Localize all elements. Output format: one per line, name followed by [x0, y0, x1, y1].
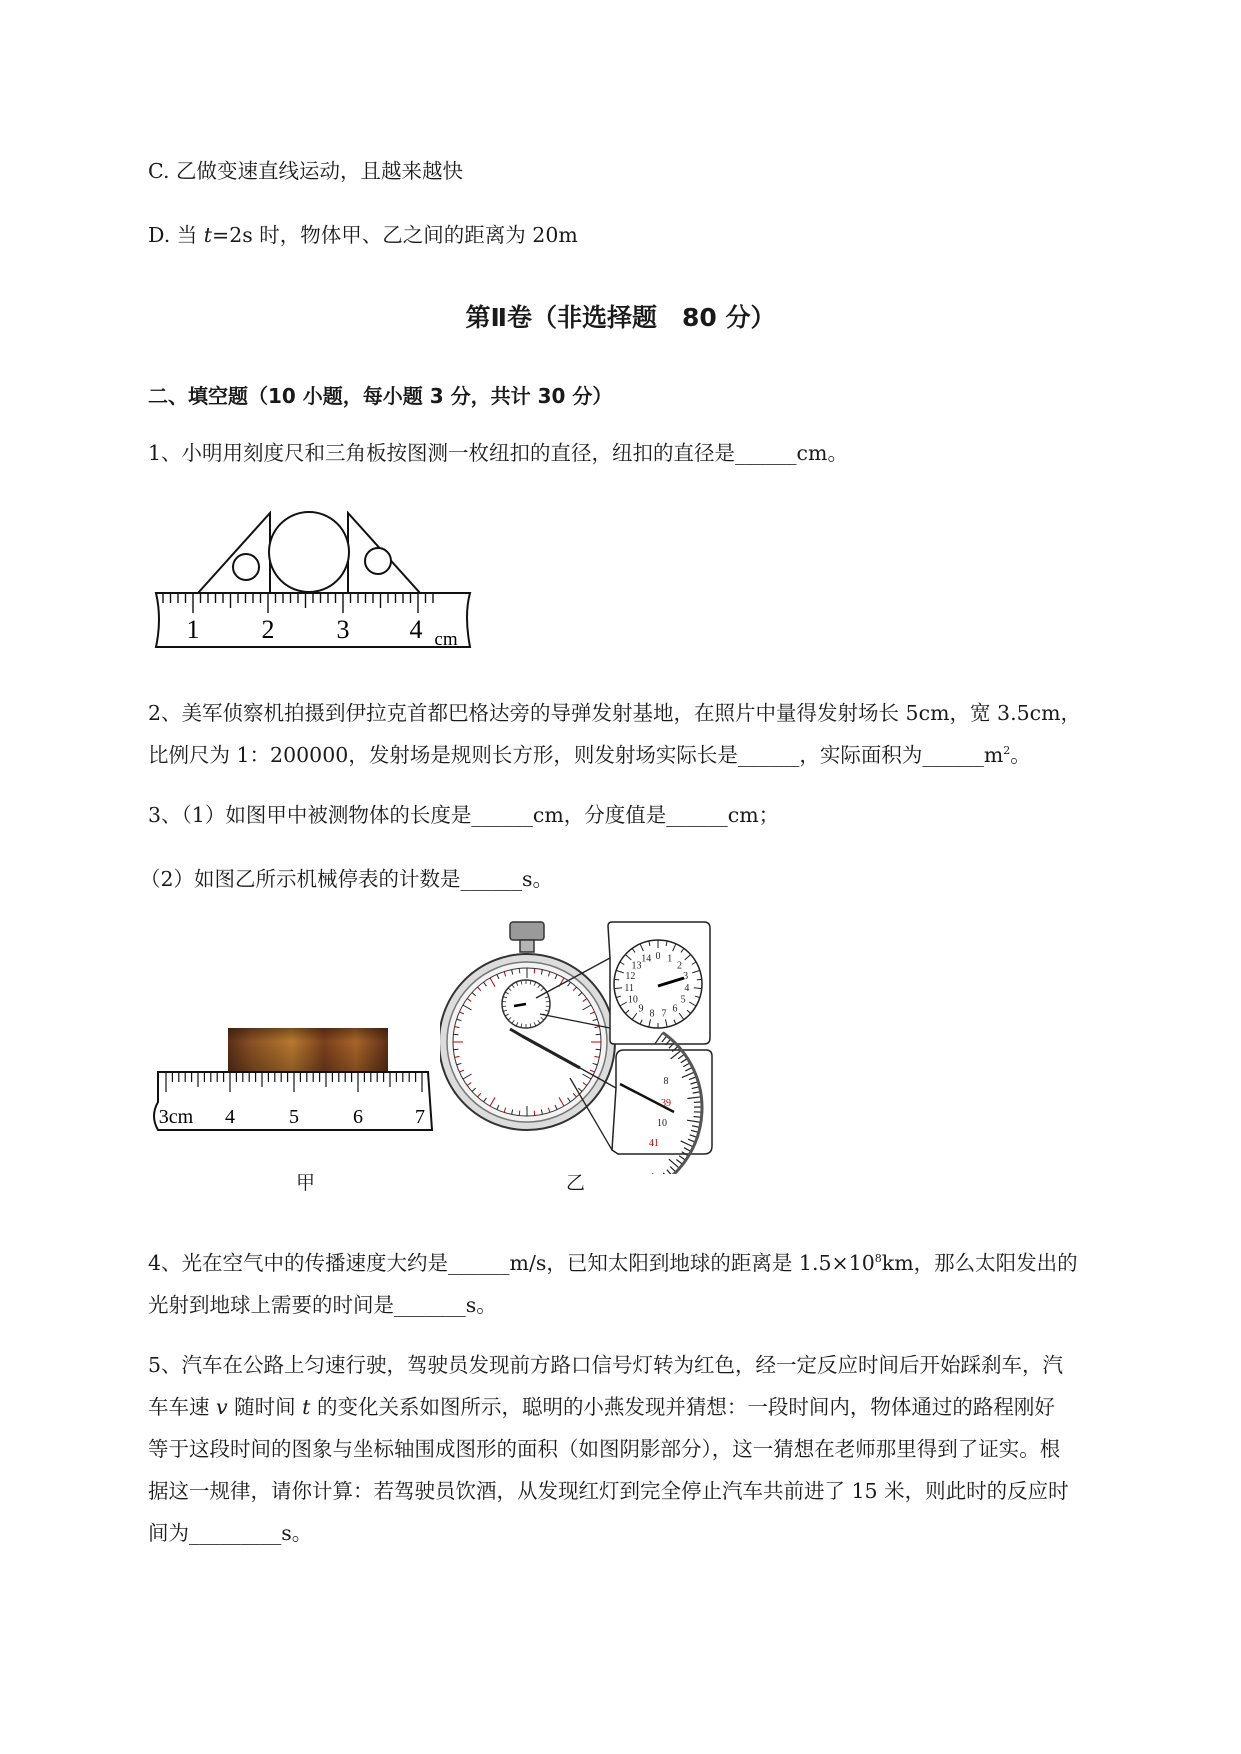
ruler-label-1: 1 — [186, 615, 200, 644]
zoom-dial-number: 11 — [624, 983, 634, 995]
option-c: C. 乙做变速直线运动，且越来越快 — [148, 159, 463, 183]
question-5-line-1: 5、汽车在公路上匀速行驶，驾驶员发现前方路口信号灯转为红色，经一定反应时间后开始踩刹车，汽 — [148, 1353, 1064, 1377]
zoom-dial-number: 6 — [672, 1003, 678, 1015]
zoom-dial-number: 8 — [649, 1008, 655, 1020]
option-d — [148, 222, 578, 248]
ruler-label-2: 2 — [261, 615, 275, 644]
ruler-label-7: 7 — [415, 1106, 425, 1128]
question-3-line-2: （2）如图乙所示机械停表的计数是______s。 — [140, 867, 554, 891]
question-4-line-1-b: km，那么太阳发出的 — [881, 1251, 1078, 1275]
zoom-dial-number: 4 — [684, 983, 690, 995]
arc-scale-tick — [652, 1173, 660, 1174]
arc-scale-tick — [667, 1170, 672, 1174]
zoom-dial-number: 1 — [667, 953, 673, 965]
zoom-dial-number: 3 — [683, 971, 689, 983]
arc-scale-tick — [663, 1173, 668, 1174]
question-4-line-2: 光射到地球上需要的时间是_______s。 — [148, 1293, 497, 1317]
question-4-line-1-a: 4、光在空气中的传播速度大约是______m/s，已知太阳到地球的距离是 1.5×10 — [148, 1251, 875, 1275]
ruler-label-3: 3 — [336, 615, 350, 644]
scale-number-8: 8 — [663, 1076, 669, 1087]
right-set-square-hole — [365, 548, 391, 574]
zoom-dial-number: 13 — [631, 960, 642, 972]
dial-tick — [453, 1034, 458, 1035]
question-4-line-1 — [148, 1250, 1078, 1276]
question-2-line-2-end: 。 — [1010, 743, 1031, 767]
question-5-line-2 — [148, 1394, 1055, 1420]
q3-stopwatch-figure — [440, 918, 740, 1174]
left-set-square — [198, 513, 270, 593]
scale-number-10: 10 — [657, 1118, 667, 1129]
question-5-var-v: v — [216, 1395, 228, 1419]
dial-tick — [519, 968, 520, 973]
ruler-unit-label: cm — [434, 629, 458, 650]
dial-tick — [596, 1049, 601, 1050]
q3-ruler-figure — [148, 1020, 438, 1140]
dial-tick — [534, 1111, 535, 1116]
zoom-dial-number: 7 — [661, 1008, 667, 1020]
figure-jia-caption: 甲 — [296, 1172, 316, 1194]
question-2-line-2 — [148, 742, 1031, 768]
zoom-dial-number: 2 — [677, 960, 683, 972]
scale-number-39: 39 — [661, 1098, 671, 1109]
ruler-label-6: 6 — [353, 1106, 363, 1128]
option-d-variable: t — [203, 223, 213, 247]
zoom-dial-tick — [697, 979, 702, 980]
question-3-line-1: 3、（1）如图甲中被测物体的长度是______cm，分度值是______cm； — [148, 803, 780, 827]
q1-ruler-figure — [148, 505, 478, 655]
question-5-line-5: 间为_________s。 — [148, 1521, 313, 1545]
question-5-line-2-a: 车车速 — [148, 1395, 217, 1419]
section-title: 二、填空题（10 小题，每小题 3 分，共计 30 分） — [148, 384, 613, 408]
figure-yi-caption: 乙 — [566, 1172, 586, 1194]
option-d-prefix: D. 当 — [148, 223, 204, 247]
zoom-dial-number: 10 — [627, 994, 638, 1006]
ruler-label-3cm: 3cm — [158, 1106, 194, 1128]
zoom-dial-number: 12 — [625, 971, 636, 983]
scale-number-41: 41 — [649, 1138, 659, 1149]
question-4-exponent: 8 — [874, 1252, 882, 1266]
left-set-square-hole — [233, 554, 259, 580]
dial-tick — [453, 1049, 458, 1050]
part-title: 第Ⅱ卷（非选择题 80 分） — [465, 303, 776, 332]
zoom-dial-tick — [614, 979, 619, 980]
option-d-suffix: =2s 时，物体甲、乙之间的距离为 20m — [212, 223, 578, 247]
question-5-var-t: t — [302, 1395, 311, 1419]
ruler-label-5: 5 — [289, 1106, 299, 1128]
zoom-dial-number: 5 — [680, 994, 686, 1006]
question-5-line-4: 据这一规律，请你计算：若驾驶员饮酒，从发现红灯到完全停止汽车共前进了 15 米，则此时的反应时 — [148, 1479, 1069, 1503]
question-5-line-3: 等于这段时间的图象与坐标轴围成图形的面积（如图阴影部分），这一猜想在老师那里得到了证实。根 — [148, 1437, 1061, 1461]
zoom-dial-number: 14 — [641, 953, 652, 965]
zoom-dial-number: 0 — [655, 951, 661, 962]
question-2-line-1: 2、美军侦察机拍摄到伊拉克首都巴格达旁的导弹发射基地，在照片中量得发射场长 5cm，宽 3.5cm， — [148, 701, 1082, 725]
stopwatch-crown — [510, 922, 544, 940]
dial-tick — [534, 968, 535, 973]
ruler-label-4: 4 — [409, 615, 423, 644]
question-2-exponent: 2 — [1003, 744, 1011, 758]
question-5-line-2-b: 随时间 — [227, 1395, 303, 1419]
question-5-line-2-c: 的变化关系如图所示，聪明的小燕发现并猜想：一段时间内，物体通过的路程刚好 — [310, 1395, 1055, 1419]
button-disk — [269, 512, 349, 592]
question-1-text: 1、小明用刻度尺和三角板按图测一枚纽扣的直径，纽扣的直径是______cm。 — [148, 441, 848, 465]
dial-tick — [596, 1034, 601, 1035]
ruler-label-4: 4 — [225, 1106, 235, 1128]
question-2-line-2-main: 比例尺为 1：200000，发射场是规则长方形，则发射场实际长是______，实际面积为______m — [148, 743, 1004, 767]
dial-tick — [519, 1111, 520, 1116]
zoom-dial-number: 9 — [638, 1003, 644, 1015]
